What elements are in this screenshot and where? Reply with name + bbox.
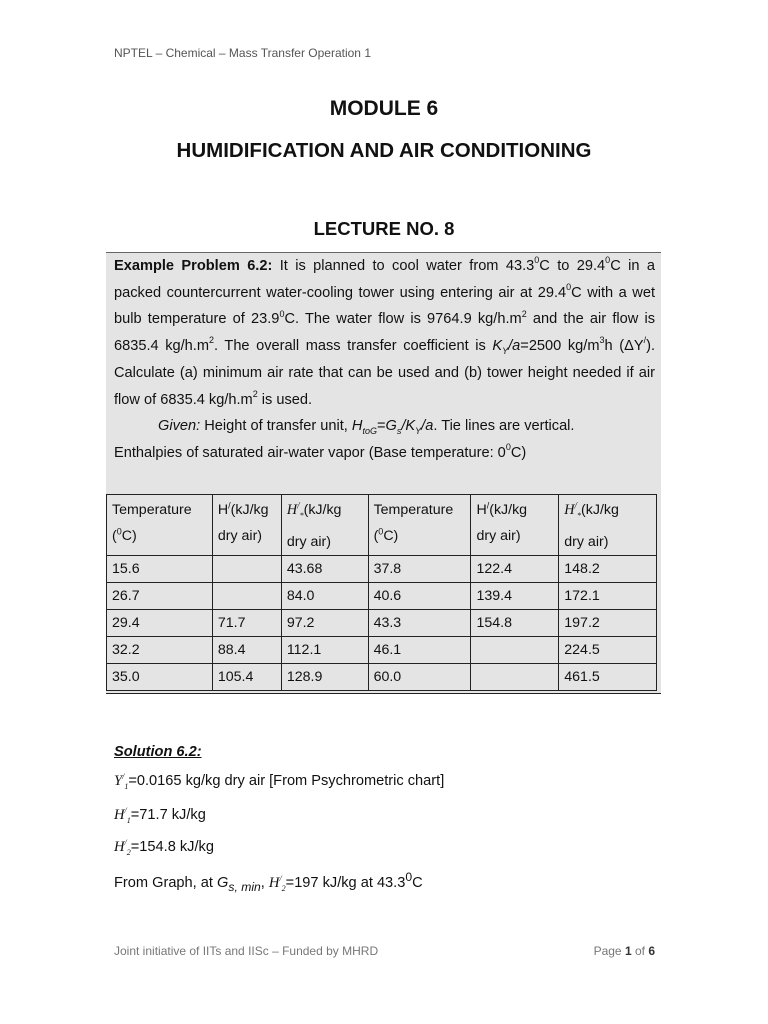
solution-line-h2: $H^/_2=154.8$ kJ/kg xyxy=(114,838,214,857)
col-sat-enthalpy: $H^/_*(kJ/kg$ dry air) xyxy=(281,495,368,556)
table-row: 29.4 71.7 97.2 43.3 154.8 197.2 xyxy=(107,609,657,636)
col-sat-enthalpy-2: $H^/_*(kJ/kg$ dry air) xyxy=(559,495,657,556)
col-temperature-2: Temperature ($^0$C) xyxy=(368,495,471,556)
solution-title: Solution 6.2: xyxy=(114,744,202,760)
given-line: Given: Height of transfer unit, $H_{toG}=G_s/K_Y/a$. Tie lines are vertical. xyxy=(158,418,575,437)
table-row: 35.0 105.4 128.9 60.0 461.5 xyxy=(107,663,657,690)
col-enthalpy-2: H/(kJ/kg dry air) xyxy=(471,495,559,556)
running-header: NPTEL – Chemical – Mass Transfer Operation 1 xyxy=(114,46,371,60)
table-row: 26.7 84.0 40.6 139.4 172.1 xyxy=(107,582,657,609)
subject-title: HUMIDIFICATION AND AIR CONDITIONING xyxy=(176,139,592,162)
module-title: MODULE 6 xyxy=(329,97,439,120)
table-row: 32.2 88.4 112.1 46.1 224.5 xyxy=(107,636,657,663)
page-number: Page 1 of 6 xyxy=(593,944,655,958)
solution-line-y1: $Y^/_1=0.0165$ kg/kg dry air [From Psychrometric chart] xyxy=(114,772,445,791)
solution-line-h1: $H^/_1=71.7$ kJ/kg xyxy=(114,806,206,825)
lecture-title: LECTURE NO. 8 xyxy=(313,218,455,239)
enthalpy-table xyxy=(106,494,657,691)
col-temperature: Temperature ($^0$C) xyxy=(107,495,213,556)
table-row: 15.6 43.68 37.8 122.4 148.2 xyxy=(107,555,657,582)
enthalpy-caption: Enthalpies of saturated air-water vapor (Base temperature: $0^0C$) xyxy=(114,442,527,461)
table-header-row xyxy=(107,495,657,556)
problem-statement: Example Problem 6.2: It is planned to cool water from 43.3$^0$C to 29.4$^0$C in a packed countercurrent water-cooling tower using entering air at 29.4$^0$C with a wet bulb temperature of 23.9$^0$C. The water flow is 9764.9 $kg/h.m^2$ and the air flow is 6835.4 $kg/h.m^2$. The overall mass transfer coefficient is $K_Y/a=2500$ $kg/m^3h$ (ΔY/). Calculate (a) minimum air rate that can be used and (b) tower height needed if air flow of 6835.4 $kg/h.m^2$ is used. Given: Height of transfer unit, $H_{toG}=G_s/K_Y/a$. Tie lines are vertical. Enthalpies of saturated air-water vapor (Base temperature: $0^0C$) xyxy=(114,253,655,467)
col-enthalpy: H/(kJ/kg dry air) xyxy=(212,495,281,556)
solution-line-graph: From Graph, at $G_{s, min}$, $H^/_2=197$ kJ/kg at 43.3$^0$C xyxy=(114,870,423,894)
problem-title: Example Problem 6.2: xyxy=(114,258,273,274)
example-problem-box xyxy=(106,252,661,694)
footer-credit: Joint initiative of IITs and IISc – Funded by MHRD xyxy=(114,944,379,958)
